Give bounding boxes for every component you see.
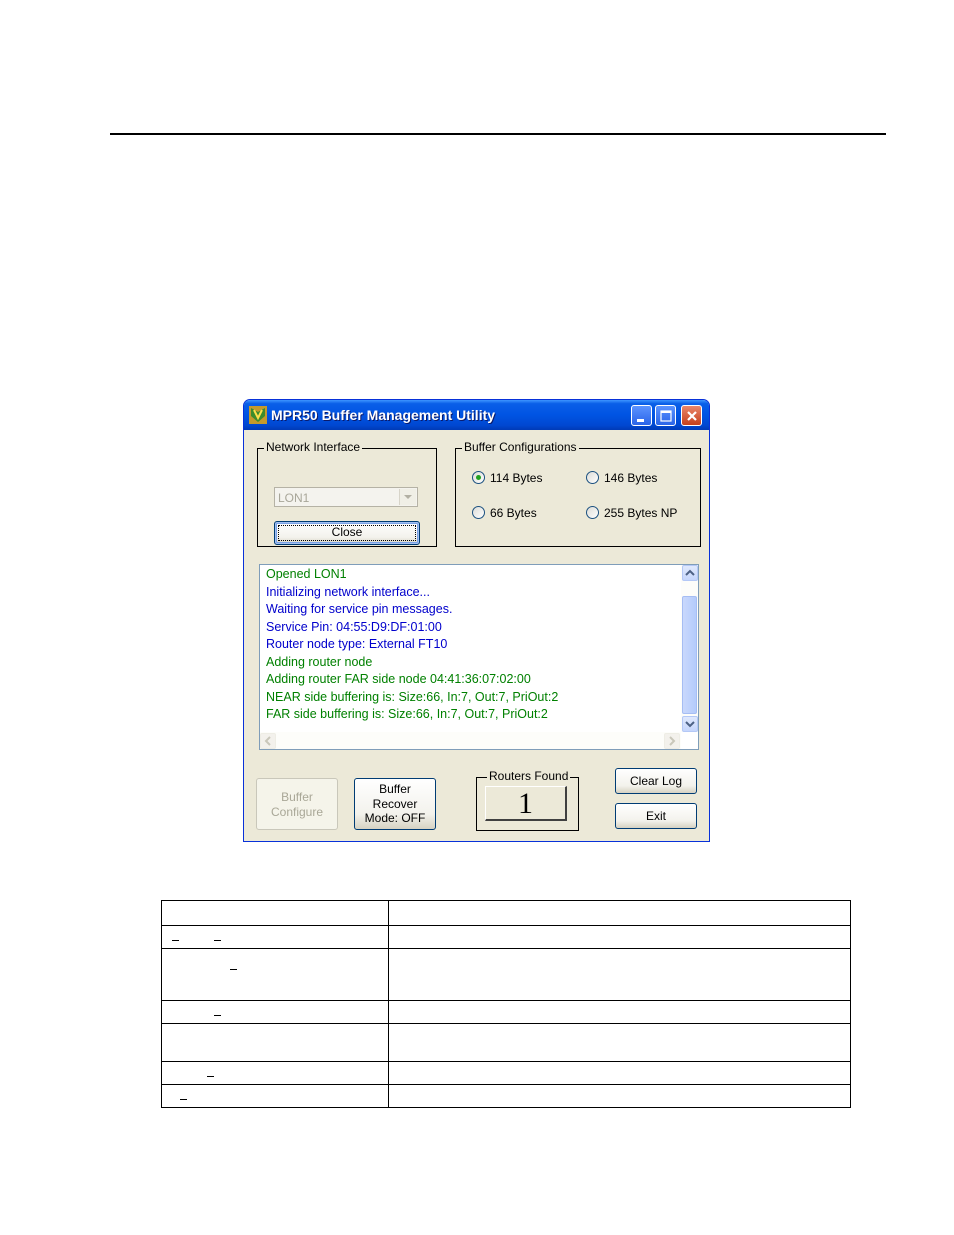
table-row	[162, 1085, 851, 1108]
horizontal-scrollbar[interactable]	[260, 732, 681, 749]
radio-unchecked-icon	[586, 471, 599, 484]
vertical-scrollbar[interactable]	[681, 565, 698, 732]
routers-found-label: Routers Found	[489, 769, 569, 783]
table-row	[162, 1062, 851, 1085]
network-interface-value: LON1	[278, 491, 310, 505]
scroll-down-button[interactable]	[682, 716, 698, 732]
radio-checked-icon	[472, 471, 485, 484]
scroll-up-button[interactable]	[682, 565, 698, 581]
table-row	[162, 926, 851, 949]
buffer-configure-button[interactable]: Buffer Configure	[256, 778, 338, 830]
close-icon	[682, 406, 703, 427]
minimize-icon	[632, 406, 653, 427]
log-line: Opened LON1	[266, 567, 347, 581]
radio-114-bytes[interactable]: 114 Bytes	[472, 471, 542, 485]
radio-146-bytes[interactable]: 146 Bytes	[586, 471, 657, 485]
buffer-configurations-group	[455, 440, 701, 547]
chevron-down-icon	[400, 489, 416, 505]
app-shield-icon	[249, 406, 267, 424]
table-row	[162, 1024, 851, 1062]
exit-button[interactable]: Exit	[615, 803, 697, 829]
minimize-button[interactable]	[631, 405, 652, 426]
routers-found-count: 1	[485, 786, 567, 821]
app-window	[243, 399, 710, 842]
chevron-up-icon	[683, 566, 697, 580]
scroll-right-button[interactable]	[664, 733, 680, 749]
buffer-configurations-label: Buffer Configurations	[464, 440, 577, 454]
close-button[interactable]: Close	[274, 521, 420, 545]
log-line: Waiting for service pin messages.	[266, 602, 453, 616]
log-line: Adding router node	[266, 654, 373, 669]
radio-66-bytes[interactable]: 66 Bytes	[472, 506, 537, 520]
close-window-button[interactable]	[681, 405, 702, 426]
chevron-right-icon	[665, 734, 679, 748]
combo-dropdown-button[interactable]	[399, 489, 416, 505]
chevron-left-icon	[261, 734, 275, 748]
network-interface-label: Network Interface	[266, 440, 361, 454]
log-lines	[266, 566, 558, 724]
page-horizontal-rule	[110, 133, 886, 135]
clear-log-button[interactable]: Clear Log	[615, 768, 697, 794]
description-table	[161, 900, 851, 1108]
chevron-down-icon	[683, 717, 697, 731]
radio-unchecked-icon	[472, 506, 485, 519]
log-line: FAR side buffering is: Size:66, In:7, Out:7, PriOut:2	[266, 707, 548, 721]
window-client-area	[247, 430, 706, 838]
log-line: Service Pin: 04:55:D9:DF:01:00	[266, 619, 442, 634]
log-listbox[interactable]	[259, 564, 699, 750]
log-line: NEAR side buffering is: Size:66, In:7, Out:7, PriOut:2	[266, 689, 559, 704]
maximize-button[interactable]	[655, 405, 676, 426]
network-interface-combo[interactable]	[274, 487, 418, 507]
network-interface-group	[257, 440, 437, 547]
log-line: Router node type: External FT10	[266, 637, 448, 651]
radio-255-bytes-np[interactable]: 255 Bytes NP	[586, 506, 677, 520]
table-row	[162, 1001, 851, 1024]
table-row	[162, 901, 851, 926]
table-row	[162, 949, 851, 1001]
title-bar[interactable]	[244, 400, 709, 430]
buffer-recover-button[interactable]: Buffer Recover Mode: OFF	[354, 778, 436, 830]
window-title: MPR50 Buffer Management Utility	[271, 407, 496, 423]
maximize-icon	[656, 406, 677, 427]
routers-found-group	[476, 769, 579, 831]
log-line: Initializing network interface...	[266, 584, 430, 599]
log-line: Adding router FAR side node 04:41:36:07:02:00	[266, 672, 531, 686]
radio-unchecked-icon	[586, 506, 599, 519]
scroll-left-button[interactable]	[260, 733, 276, 749]
scroll-thumb[interactable]	[682, 596, 697, 714]
